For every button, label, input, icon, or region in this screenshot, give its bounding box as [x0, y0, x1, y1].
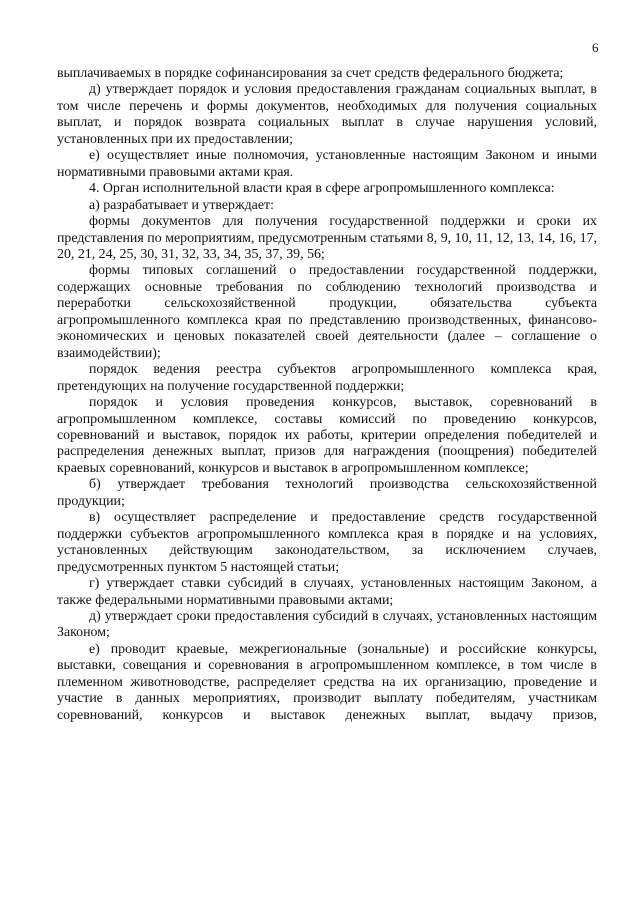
paragraph-executive-authority: 4. Орган исполнительной власти края в сфере агропромышленного комплекса:: [89, 181, 555, 197]
paragraph-standard-agreements: формы типовых соглашений о предоставлении государственной поддержки, содержащих основные требования по соблюдению технологий производства и переработки сельскохозяйственной продукции, обязательства субъекта агропромышленного комплекса края по представлению производственных, финансово-экономических и ценовых показателей своей деятельности (далее – соглашение о взаимодействии);: [57, 263, 597, 361]
paragraph-contests-exhibitions: е) проводит краевые, межрегиональные (зональные) и российские конкурсы, выставки, совещания и соревнования в агропромышленном комплексе, в том числе в племенном животноводстве, распределяет средства на их организацию, проведение и участие в данных мероприятиях, производит выплату победителям, участникам соревнований, конкурсов и выставок денежных выплат, выдачу призов,: [57, 641, 597, 723]
paragraph-develops-approves: а) разрабатывает и утверждает:: [89, 197, 274, 213]
paragraph-social-payments: д) утверждает порядок и условия предоставления гражданам социальных выплат, в том числе перечень и формы документов, необходимых для получения социальных выплат, и порядок возврата социальных выплат в случае нарушения условий, установленных при их предоставлении;: [57, 82, 597, 147]
paragraph-subsidy-rates: г) утверждает ставки субсидий в случаях, установленных настоящим Законом, а также федеральными нормативными правовыми актами;: [57, 576, 597, 608]
document-body: [57, 66, 597, 724]
paragraph-funding-continuation: выплачиваемых в порядке софинансирования за счет средств федерального бюджета;: [57, 66, 564, 81]
paragraph-document-forms: формы документов для получения государственной поддержки и сроки их представления по мероприятиям, предусмотренным статьями 8, 9, 10, 11, 12, 13, 14, 16, 17, 20, 21, 24, 25, 30, 31, 32, 33, 34, 35, 37, 39, 56;: [57, 214, 597, 262]
paragraph-contests-procedure: порядок и условия проведения конкурсов, выставок, соревнований в агропромышленном комплексе, составы комиссий по проведению конкурсов, соревнований и выставок, порядок их работы, критерии определения победителей и распределения денежных выплат, призов для награждения (поощрения) победителей краевых соревнований, конкурсов и выставок в агропромышленном комплексе;: [57, 395, 597, 476]
paragraph-registry-procedure: порядок ведения реестра субъектов агропромышленного комплекса края, претендующих на получение государственной поддержки;: [57, 362, 597, 394]
paragraph-technology-requirements: б) утверждает требования технологий производства сельскохозяйственной продукции;: [57, 477, 597, 509]
paragraph-funds-distribution: в) осуществляет распределение и предоставление средств государственной поддержки субъектов агропромышленного комплекса края в порядке и на условиях, установленных действующим законодательством, за исключением случаев, предусмотренных пунктом 5 настоящей статьи;: [57, 510, 597, 575]
paragraph-subsidy-terms: д) утверждает сроки предоставления субсидий в случаях, установленных настоящим Законом;: [57, 608, 597, 641]
page-number: 6: [592, 40, 599, 55]
paragraph-other-powers: е) осуществляет иные полномочия, установленные настоящим Законом и иными нормативными правовыми актами края.: [57, 148, 597, 180]
